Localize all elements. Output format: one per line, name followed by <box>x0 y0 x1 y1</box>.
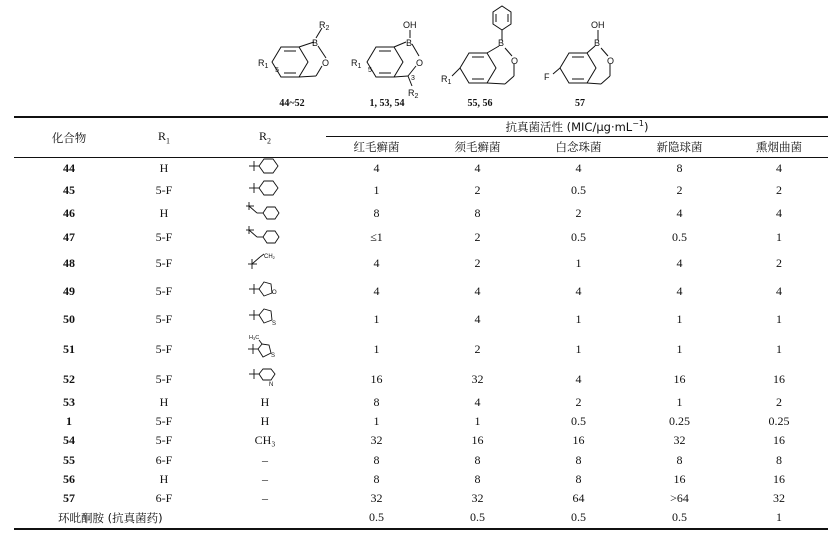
compound-id: 50 <box>63 311 75 326</box>
r2-value <box>204 179 326 201</box>
r1-value: 6-F <box>155 491 173 506</box>
table-row <box>14 277 828 305</box>
structure-label: 57 <box>575 98 585 109</box>
svg-text:S: S <box>272 321 277 327</box>
mic-value: 16 <box>471 433 484 448</box>
table-bottom-rule <box>14 528 828 530</box>
table-row <box>14 157 828 179</box>
r1-value: 6-F <box>155 452 173 467</box>
structure-44-52 <box>272 28 326 77</box>
structure-label: 44~52 <box>279 98 305 109</box>
compound-id: 47 <box>63 229 75 244</box>
mic-value: ≤1 <box>370 229 383 244</box>
atom-B-3: B <box>498 38 505 48</box>
structure-label: 1, 53, 54 <box>369 98 405 109</box>
position-5-2: 5 <box>368 67 372 74</box>
svg-text:O: O <box>272 290 277 296</box>
r2-value <box>204 305 326 333</box>
structure-label: 55, 56 <box>467 98 493 109</box>
mic-value: 1 <box>474 414 481 429</box>
mic-value: 0.25 <box>768 414 790 429</box>
compound-id: 48 <box>63 255 75 270</box>
table-row <box>14 225 828 249</box>
mic-value: 16 <box>370 371 383 386</box>
compound-id: 55 <box>63 452 75 467</box>
table-row <box>14 431 828 450</box>
mic-value: 0.5 <box>369 510 384 525</box>
atom-B-1: B <box>312 38 319 48</box>
mic-value: 2 <box>474 255 481 270</box>
compound-id: 44 <box>63 160 75 175</box>
mic-value: 2 <box>776 395 782 410</box>
mic-value: 32 <box>471 491 484 506</box>
table-row <box>14 451 828 470</box>
mic-value: 8 <box>474 205 481 220</box>
antifungal-activity-table <box>14 118 828 527</box>
position-5-1: 5 <box>275 67 279 74</box>
svg-text:H3C: H3C <box>249 335 260 341</box>
header-compound: 化合物 <box>51 130 87 145</box>
compound-id: 56 <box>63 471 75 486</box>
mic-value: 2 <box>676 182 683 197</box>
vinyl-icon <box>245 251 285 275</box>
atom-R1-3: $R_1$ <box>441 74 452 86</box>
mic-value: 4 <box>776 283 782 298</box>
atom-O-3: O <box>511 56 519 66</box>
mic-value: 4 <box>676 255 683 270</box>
r1-value: 5-F <box>155 255 173 270</box>
mic-value: 4 <box>373 160 380 175</box>
mic-value: 32 <box>370 433 383 448</box>
pyridyl-icon <box>248 367 282 391</box>
mic-value: 0.5 <box>672 510 687 525</box>
phenyl-icon <box>248 179 282 201</box>
compound-id: 1 <box>66 414 72 429</box>
r2-value: H <box>260 395 270 410</box>
svg-text:N: N <box>269 382 274 387</box>
r2-value <box>204 201 326 225</box>
mic-value: 1 <box>575 311 582 326</box>
mic-value: 16 <box>773 433 785 448</box>
mic-value: 4 <box>575 283 582 298</box>
mic-value: 32 <box>370 491 383 506</box>
mic-value: 1 <box>776 341 782 356</box>
table-row <box>14 179 828 201</box>
mic-value: 2 <box>776 255 782 270</box>
mic-value: 1 <box>373 341 380 356</box>
header-organism: 新隐球菌 <box>656 140 703 154</box>
compound-id: 57 <box>63 491 75 506</box>
r1-value: 5-F <box>155 229 173 244</box>
mic-value: 16 <box>673 371 686 386</box>
mic-value: 0.5 <box>470 510 485 525</box>
styryl-icon <box>245 225 285 249</box>
r2-value <box>204 365 326 393</box>
reference-drug-name: 环吡酮胺 (抗真菌药) <box>58 510 163 525</box>
table-row <box>14 489 828 508</box>
mic-value: 8 <box>676 452 683 467</box>
mic-value: 4 <box>373 255 380 270</box>
mic-value: 1 <box>776 311 782 326</box>
mic-value: 8 <box>373 205 380 220</box>
mic-value: 2 <box>575 205 582 220</box>
header-antifungal-activity: 抗真菌活性 $(MIC/\mu g\cdot mL^{-1})$ <box>326 118 828 137</box>
table-row <box>14 249 828 277</box>
mic-value: 0.5 <box>571 229 586 244</box>
phenyl-icon <box>248 157 282 179</box>
header-organism: 熏烟曲菌 <box>756 140 802 154</box>
atom-R2-2: $R_2$ <box>408 88 419 100</box>
mic-value: 1 <box>776 229 782 244</box>
compound-id: 52 <box>63 371 75 386</box>
mic-value: 0.5 <box>571 182 586 197</box>
mic-value: 8 <box>373 452 380 467</box>
mic-value: 0.5 <box>571 414 586 429</box>
mic-value: 16 <box>773 371 785 386</box>
svg-text:S: S <box>271 353 276 359</box>
table-row <box>14 393 828 412</box>
r2-value <box>204 277 326 305</box>
mic-value: 1 <box>676 395 683 410</box>
mic-value: 8 <box>474 471 481 486</box>
mic-value: 8 <box>575 452 582 467</box>
mic-value: 2 <box>776 182 782 197</box>
r1-value: 5-F <box>155 414 173 429</box>
atom-O-1: O <box>322 58 330 68</box>
mic-value: 4 <box>474 311 481 326</box>
atom-R1-1: $R_1$ <box>258 58 269 70</box>
r1-value: 5-F <box>155 433 173 448</box>
compound-id: 46 <box>63 205 75 220</box>
mic-value: 2 <box>474 182 481 197</box>
mic-value: 16 <box>673 471 686 486</box>
r1-value: H <box>159 160 169 175</box>
mic-value: 1 <box>676 341 683 356</box>
mic-value: 32 <box>471 371 484 386</box>
compound-id: 51 <box>63 341 75 356</box>
mic-value: 16 <box>773 471 785 486</box>
mic-value: 0.25 <box>669 414 690 429</box>
atom-O-2: O <box>416 58 424 68</box>
thienyl-icon <box>248 307 282 331</box>
mic-value: 0.5 <box>672 229 687 244</box>
table-row <box>14 470 828 489</box>
mic-value: 8 <box>575 471 582 486</box>
mic-value: 32 <box>673 433 686 448</box>
r2-value: – <box>262 491 268 506</box>
mic-value: 8 <box>373 395 380 410</box>
mic-value: 4 <box>474 160 481 175</box>
header-r1: $R_1$ <box>157 129 170 146</box>
r2-value: CH₃ <box>254 433 276 448</box>
mic-value: 1 <box>373 414 380 429</box>
header-organism: 白念珠菌 <box>555 140 602 154</box>
mic-value: 8 <box>474 452 481 467</box>
atom-OH-2: OH <box>403 20 417 30</box>
header-organism: 须毛癣菌 <box>454 140 501 154</box>
compound-id: 45 <box>63 182 75 197</box>
svg-text:CH2: CH2 <box>264 254 275 260</box>
table-row <box>14 333 828 365</box>
mic-value: >64 <box>670 491 689 506</box>
table-row <box>14 365 828 393</box>
atom-B-4: B <box>594 38 601 48</box>
styryl-icon <box>245 201 285 225</box>
table-row <box>14 305 828 333</box>
r2-value: H <box>260 414 270 429</box>
mic-value: 4 <box>776 205 782 220</box>
r2-value <box>204 157 326 179</box>
mic-value: 1 <box>373 311 380 326</box>
header-r2: $R_2$ <box>258 129 271 146</box>
atom-R2-1: $R_2$ <box>319 20 330 32</box>
r2-value <box>204 249 326 277</box>
mic-value: 1 <box>776 510 782 525</box>
r1-value: 5-F <box>155 371 173 386</box>
atom-R1-2: $R_1$ <box>351 58 362 70</box>
r1-value: 5-F <box>155 311 173 326</box>
mic-value: 4 <box>575 160 582 175</box>
mic-value: 2 <box>474 341 481 356</box>
mic-value: 4 <box>676 283 683 298</box>
table-body <box>14 157 828 527</box>
mic-value: 1 <box>676 311 683 326</box>
atom-OH-4: OH <box>591 20 605 30</box>
mic-value: 1 <box>373 182 380 197</box>
mic-value: 4 <box>575 371 582 386</box>
compound-id: 49 <box>63 283 75 298</box>
compound-id: 54 <box>63 433 75 448</box>
atom-B-2: B <box>406 38 413 48</box>
r2-value: – <box>262 471 268 486</box>
r2-value: – <box>262 452 268 467</box>
mic-value: 2 <box>575 395 582 410</box>
mic-value: 4 <box>474 283 481 298</box>
mic-value: 64 <box>572 491 585 506</box>
mic-value: 4 <box>474 395 481 410</box>
header-organism: 红毛癣菌 <box>353 140 400 154</box>
r1-value: 5-F <box>155 182 173 197</box>
mic-value: 0.5 <box>571 510 586 525</box>
structure-55-56 <box>452 6 514 84</box>
mic-value: 8 <box>676 160 683 175</box>
mic-value: 16 <box>572 433 585 448</box>
mic-value: 4 <box>676 205 683 220</box>
mic-value: 1 <box>575 255 582 270</box>
reference-row <box>14 508 828 527</box>
compound-id: 53 <box>63 395 75 410</box>
mic-value: 4 <box>776 160 782 175</box>
mic-value: 8 <box>776 452 782 467</box>
mic-value: 8 <box>373 471 380 486</box>
r1-value: 5-F <box>155 283 173 298</box>
r1-value: H <box>159 395 169 410</box>
table-row <box>14 201 828 225</box>
mic-value: 1 <box>575 341 582 356</box>
mic-value: 32 <box>773 491 785 506</box>
furyl-icon <box>248 279 282 303</box>
position-3: 3 <box>411 75 415 82</box>
structure-scheme <box>0 0 839 116</box>
r1-value: 5-F <box>155 341 173 356</box>
structure-drawings <box>0 0 839 116</box>
r1-value: H <box>159 205 169 220</box>
table-row <box>14 412 828 431</box>
methylthienyl-icon <box>247 333 283 365</box>
structure-57 <box>553 30 610 84</box>
mic-value: 2 <box>474 229 481 244</box>
r2-value <box>204 333 326 365</box>
mic-value: 4 <box>373 283 380 298</box>
r2-value <box>204 225 326 249</box>
atom-F-4: F <box>544 72 550 82</box>
r1-value: H <box>159 471 169 486</box>
atom-O-4: O <box>607 56 615 66</box>
